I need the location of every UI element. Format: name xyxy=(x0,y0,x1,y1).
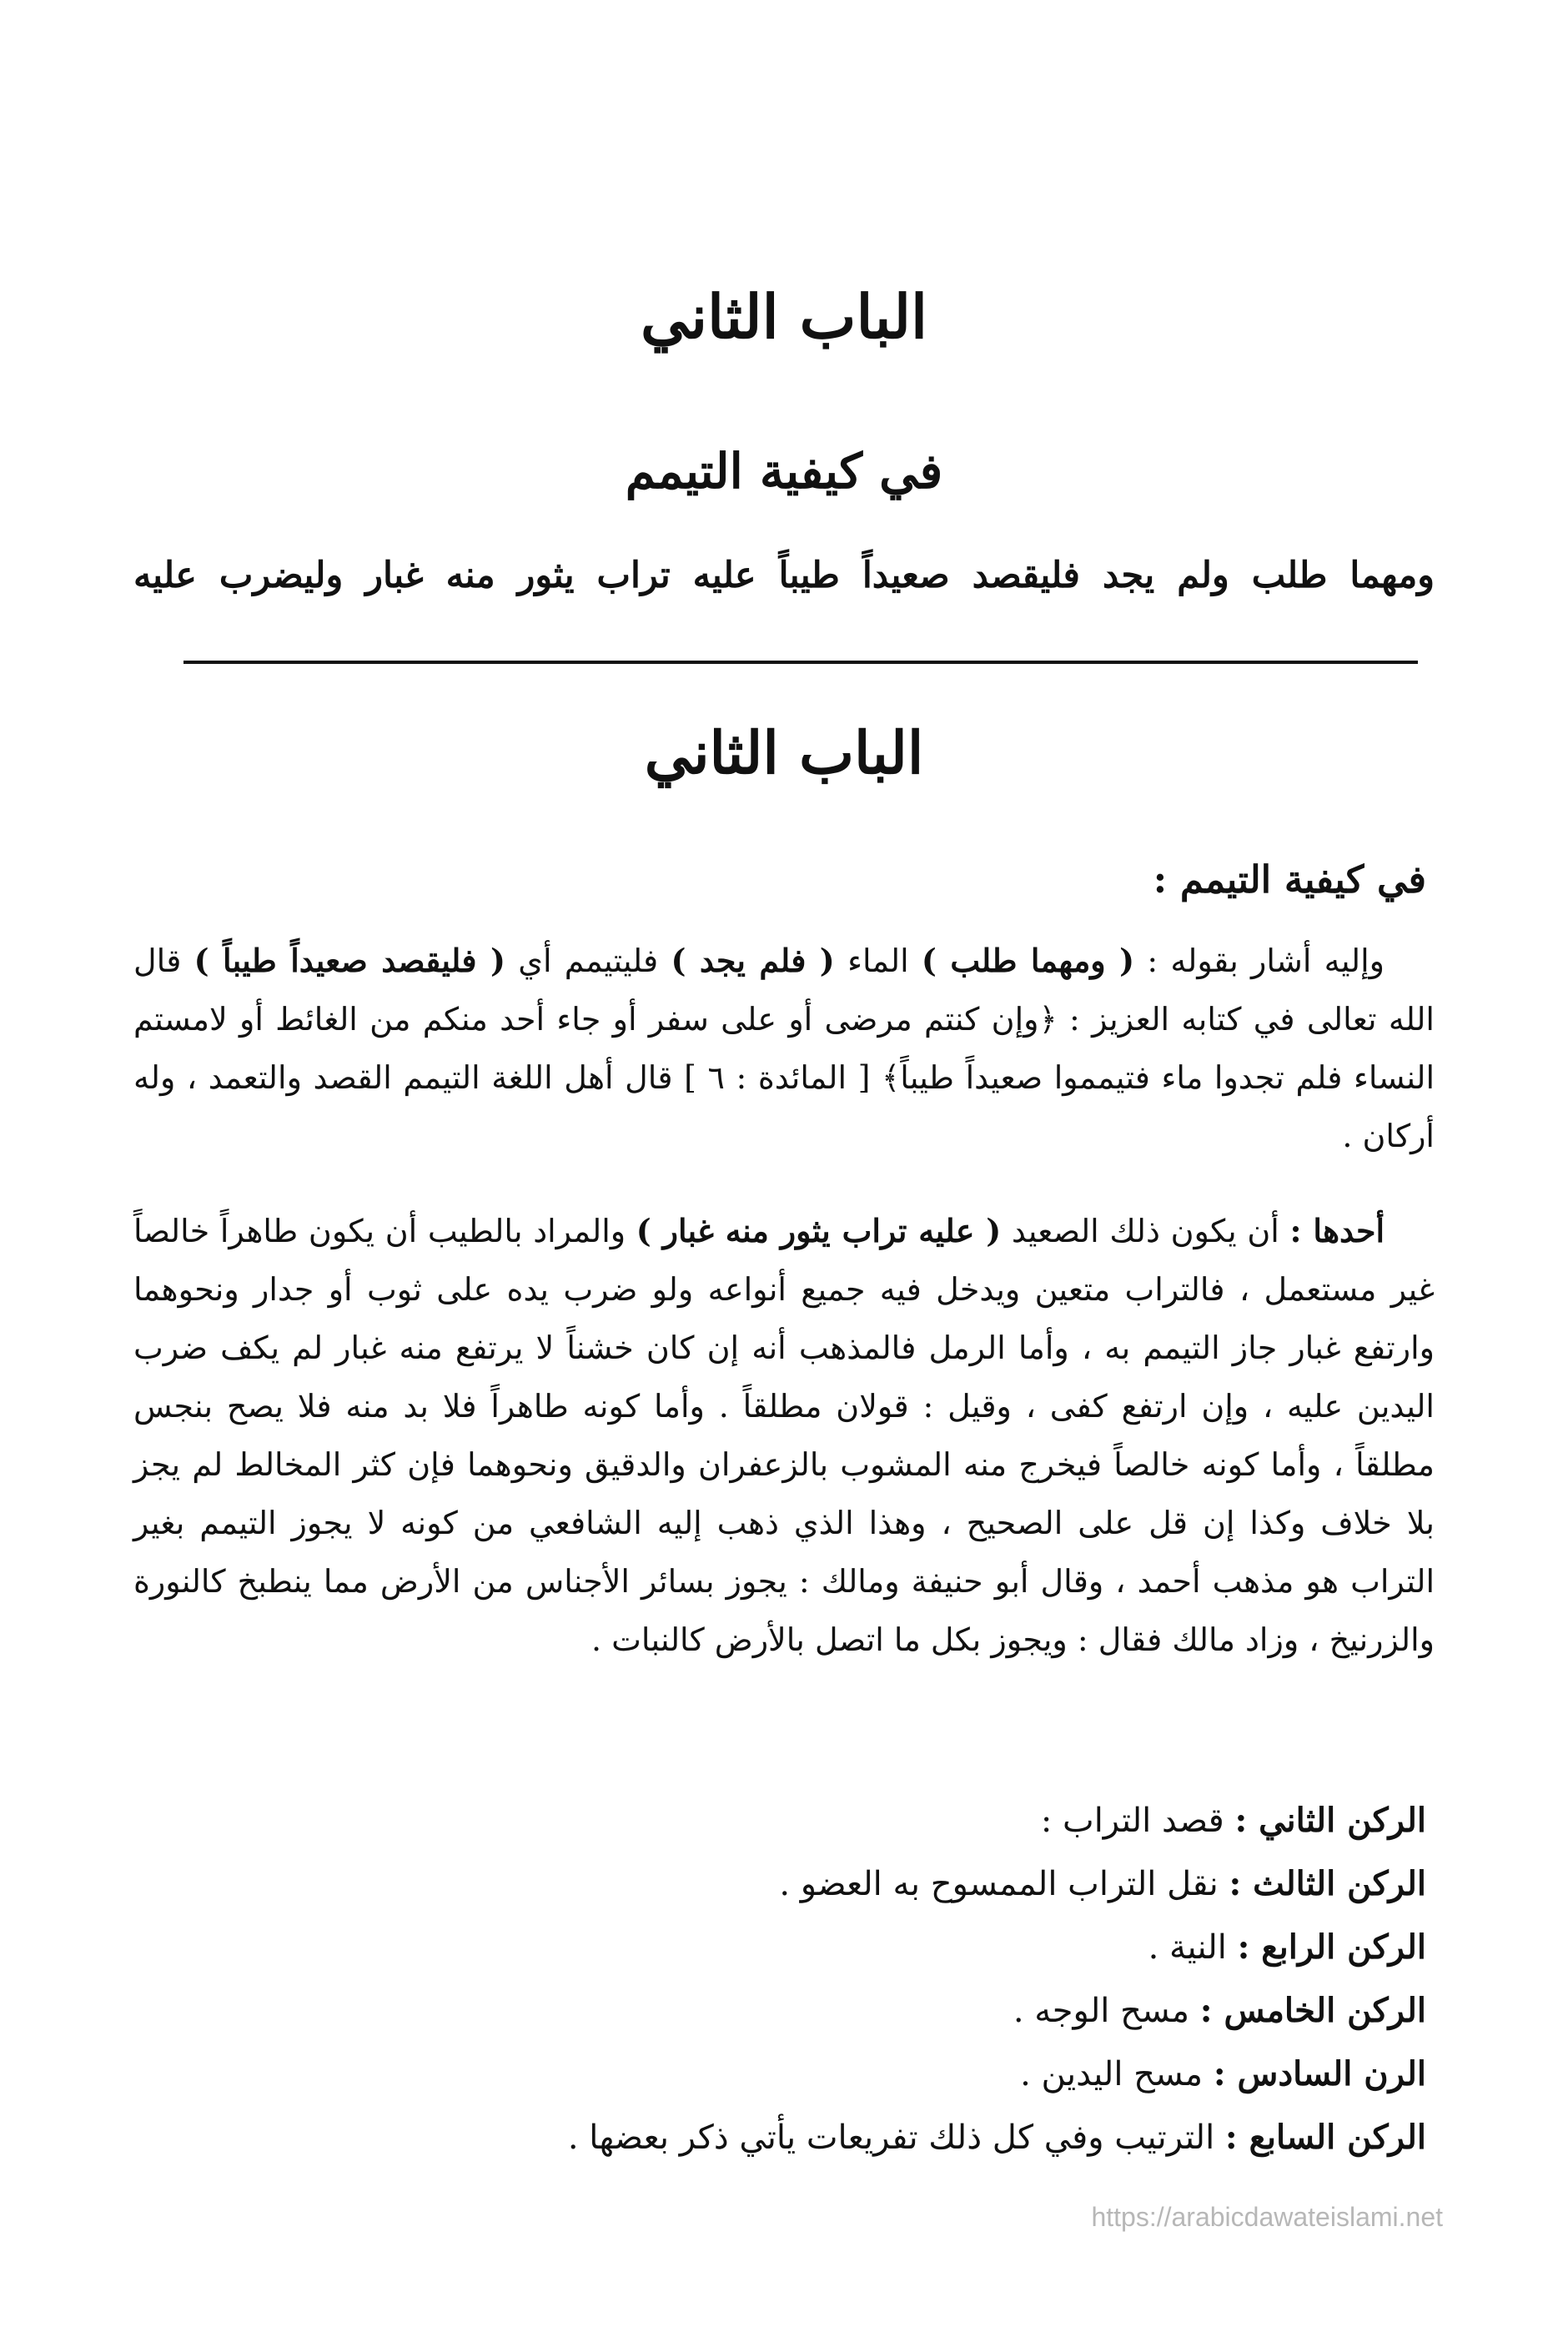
paragraph-2-label: أحدها : xyxy=(1289,1212,1385,1249)
paragraph-1-text-2: فليتيمم أي xyxy=(518,942,659,979)
section-heading: في كيفية التيمم : xyxy=(1153,857,1426,902)
list-item-label: الرن السادس : xyxy=(1213,2054,1426,2093)
sub-title: في كيفية التيمم xyxy=(625,443,943,500)
list-item-text: نقل التراب الممسوح به العضو . xyxy=(779,1865,1219,1903)
pillars-list xyxy=(142,1789,1426,2169)
paragraph-1-bold-1: ( ومهما طلب ) xyxy=(921,942,1135,979)
list-item-label: الركن السابع : xyxy=(1224,2118,1426,2157)
paragraph-1-text-3: قال الله تعالى في كتابه العزيز : ﴿وإن كنتم مرضى أو على سفر أو جاء أحد منكم من الغائط أو لامستم النساء فلم تجدوا ماء فتيمموا صعيداً طيباً﴾ [ المائدة : ٦ ] قال أهل اللغة التيمم القصد والتعمد ، وله أركان . xyxy=(133,942,1435,1154)
list-item xyxy=(142,1852,1426,1916)
paragraph-1-bold-2: ( فلم يجد ) xyxy=(671,942,835,979)
list-item-text: مسح اليدين . xyxy=(1020,2055,1204,2093)
paragraph-2-bold-1: ( عليه تراب يثور منه غبار ) xyxy=(636,1212,1002,1249)
list-item-text: الترتيب وفي كل ذلك تفريعات يأتي ذكر بعضها . xyxy=(567,2118,1215,2157)
matn-text: ومهما طلب ولم يجد فليقصد صعيداً طيباً عليه تراب يثور منه غبار وليضرب عليه xyxy=(133,555,1435,596)
list-item xyxy=(142,1916,1426,1979)
paragraph-1-bold-3: ( فليقصد صعيداً طيباً ) xyxy=(193,942,505,979)
list-item-text: مسح الوجه . xyxy=(1013,1992,1190,2030)
paragraph-1-text-1: الماء xyxy=(847,942,909,979)
list-item-text: النية . xyxy=(1148,1928,1227,1967)
commentary-title: الباب الثاني xyxy=(644,718,924,787)
list-item xyxy=(142,2043,1426,2106)
list-item-label: الركن الثالث : xyxy=(1229,1864,1426,1903)
list-item-text: قصد التراب : xyxy=(1040,1802,1224,1840)
list-item-label: الركن الرابع : xyxy=(1237,1927,1426,1967)
paragraph-1-lead: وإليه أشار بقوله : xyxy=(1147,942,1385,979)
list-item xyxy=(142,1789,1426,1852)
main-title: الباب الثاني xyxy=(640,281,928,352)
section-divider xyxy=(183,661,1418,664)
list-item xyxy=(142,2106,1426,2169)
list-item-label: الركن الخامس : xyxy=(1199,1991,1426,2030)
list-item xyxy=(142,1979,1426,2043)
list-item-label: الركن الثاني : xyxy=(1234,1801,1426,1840)
paragraph-2-text-2: والمراد بالطيب أن يكون طاهراً خالصاً غير مستعمل ، فالتراب متعين ويدخل فيه جميع أنواعه ولو ضرب يده على ثوب أو جدار ونحوهما وارتفع غبار جاز التيمم به ، وأما الرمل فالمذهب أنه إن كان خشناً لا يرتفع منه غبار لم يكف ضرب اليدين عليه ، وإن ارتفع كفى ، وقيل : قولان مطلقاً . وأما كونه طاهراً فلا بد منه فلا يصح بنجس مطلقاً ، وأما كونه خالصاً فيخرج منه المشوب بالزعفران والدقيق ونحوهما فإن كثر المخالط لم يجز بلا خلاف وكذا إن قل على الصحيح ، وهذا الذي ذهب إليه الشافعي من كونه لا يجوز التيمم بغير التراب هو مذهب أحمد ، وقال أبو حنيفة ومالك : يجوز بسائر الأجناس من الأرض مما ينطبخ كالنورة والزرنيخ ، وزاد مالك فقال : ويجوز بكل ما اتصل بالأرض كالنبات . xyxy=(133,1213,1435,1658)
paragraph-2-text-1: أن يكون ذلك الصعيد xyxy=(1011,1213,1279,1249)
commentary-paragraph-1 xyxy=(133,932,1435,1165)
commentary-paragraph-2 xyxy=(133,1202,1435,1669)
watermark-url: https://arabicdawateislami.net xyxy=(1091,2202,1443,2232)
